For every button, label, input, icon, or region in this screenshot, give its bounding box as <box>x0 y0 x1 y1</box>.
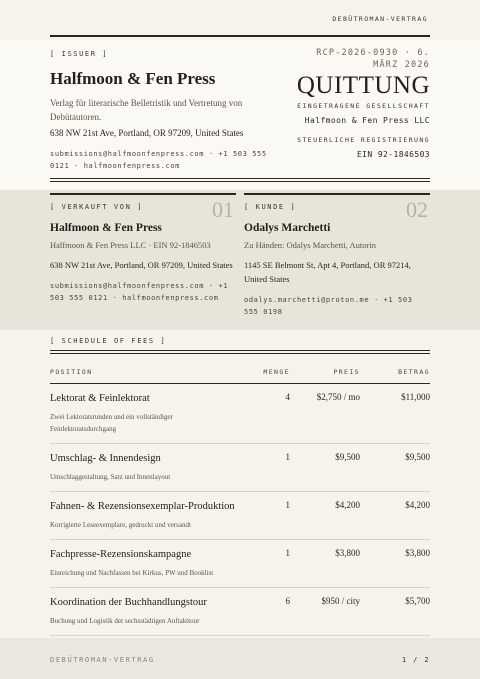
fees-table <box>50 360 430 636</box>
item-description: Buchung und Logistik der sechsstädtigen Auftakttour <box>50 617 200 625</box>
item-amount: $4,200 <box>360 492 430 540</box>
customer-rule <box>244 193 430 195</box>
document-label: DEBÜTROMAN-VERTRAG <box>332 15 428 23</box>
seller-block <box>50 193 236 304</box>
customer-block <box>244 193 430 318</box>
column-amount: BETRAG <box>360 360 430 384</box>
receipt-number: RCP-2026-0930 · 6. MÄRZ 2026 <box>316 48 430 70</box>
item-title: Lektorat & Feinlektorat <box>50 393 150 404</box>
customer-attention: Zu Händen: Odalys Marchetti, Autorin <box>244 240 376 250</box>
column-qty: MENGE <box>240 360 290 384</box>
column-price: PREIS <box>290 360 360 384</box>
item-qty: 4 <box>240 384 290 444</box>
item-title: Koordination der Buchhandlungstour <box>50 597 207 608</box>
registered-value: Halfmoon & Fen Press LLC <box>304 116 430 125</box>
seller-number: 01 <box>212 197 234 222</box>
issuer-address: 638 NW 21st Ave, Portland, OR 97209, United States <box>50 128 244 138</box>
page-number: 1 / 2 <box>401 656 430 664</box>
issuer-contact: submissions@halfmoonfenpress.com · +1 503 555 0121 · halfmoonfenpress.com <box>50 150 267 170</box>
section-divider <box>50 178 430 182</box>
tax-label: STEUERLICHE REGISTRIERUNG <box>297 136 430 144</box>
issuer-name: Halfmoon & Fen Press <box>50 69 216 88</box>
item-qty: 1 <box>240 492 290 540</box>
table-row <box>50 384 430 444</box>
item-title: Umschlag- & Innendesign <box>50 453 161 464</box>
item-qty: 6 <box>240 588 290 636</box>
item-qty: 1 <box>240 444 290 492</box>
top-bar <box>0 0 480 40</box>
item-description: Einreichung und Nachfassen bei Kirkus, PW und Booklist <box>50 569 214 577</box>
item-price: $4,200 <box>290 492 360 540</box>
table-row <box>50 492 430 540</box>
tax-value: EIN 92-1846503 <box>356 150 430 159</box>
registered-label: EINGETRAGENE GESELLSCHAFT <box>297 102 430 110</box>
item-price: $9,500 <box>290 444 360 492</box>
item-title: Fachpresse-Rezensionskampagne <box>50 549 192 560</box>
customer-contact: odalys.marchetti@proton.me · +1 503 555 0198 <box>244 296 413 316</box>
seller-tag: [ VERKAUFT VON ] <box>50 203 144 211</box>
seller-address: 638 NW 21st Ave, Portland, OR 97209, United States <box>50 260 233 270</box>
receipt-title: QUITTUNG <box>296 72 430 99</box>
issuer-description: Verlag für literarische Belletristik und Vertretung von Debütautoren. <box>50 98 243 122</box>
customer-name: Odalys Marchetti <box>244 222 331 234</box>
item-description: Zwei Lektoratsrunden und ein vollständiger Feinlektoratsdurchgang <box>50 413 173 433</box>
item-description: Umschlaggestaltung, Satz und Innenlayout <box>50 473 171 481</box>
item-amount: $5,700 <box>360 588 430 636</box>
item-amount: $9,500 <box>360 444 430 492</box>
item-title: Fahnen- & Rezensionsexemplar-Produktion <box>50 501 235 512</box>
seller-registration: Halfmoon & Fen Press LLC · EIN 92-1846503 <box>50 240 211 250</box>
seller-rule <box>50 193 236 195</box>
item-description: Korrigierte Leseexemplare, gedruckt und versandt <box>50 521 191 529</box>
footer-document-label: DEBÜTROMAN-VERTRAG <box>50 656 155 664</box>
customer-number: 02 <box>406 197 428 222</box>
fees-divider <box>50 350 430 354</box>
table-row <box>50 540 430 588</box>
item-amount: $3,800 <box>360 540 430 588</box>
seller-contact: submissions@halfmoonfenpress.com · +1 503 555 0121 · halfmoonfenpress.com <box>50 282 229 302</box>
table-row <box>50 444 430 492</box>
item-price: $950 / city <box>290 588 360 636</box>
seller-name: Halfmoon & Fen Press <box>50 222 162 234</box>
item-price: $2,750 / mo <box>290 384 360 444</box>
top-rule <box>50 35 430 37</box>
table-row <box>50 588 430 636</box>
issuer-tag: [ ISSUER ] <box>50 50 109 58</box>
item-price: $3,800 <box>290 540 360 588</box>
customer-tag: [ KUNDE ] <box>244 203 297 211</box>
item-amount: $11,000 <box>360 384 430 444</box>
fees-tag: [ SCHEDULE OF FEES ] <box>50 337 167 345</box>
item-qty: 1 <box>240 540 290 588</box>
column-position: POSITION <box>50 360 240 384</box>
customer-address: 1145 SE Belmont St, Apt 4, Portland, OR 97214, United States <box>244 260 411 284</box>
fees-header-row <box>50 360 430 384</box>
